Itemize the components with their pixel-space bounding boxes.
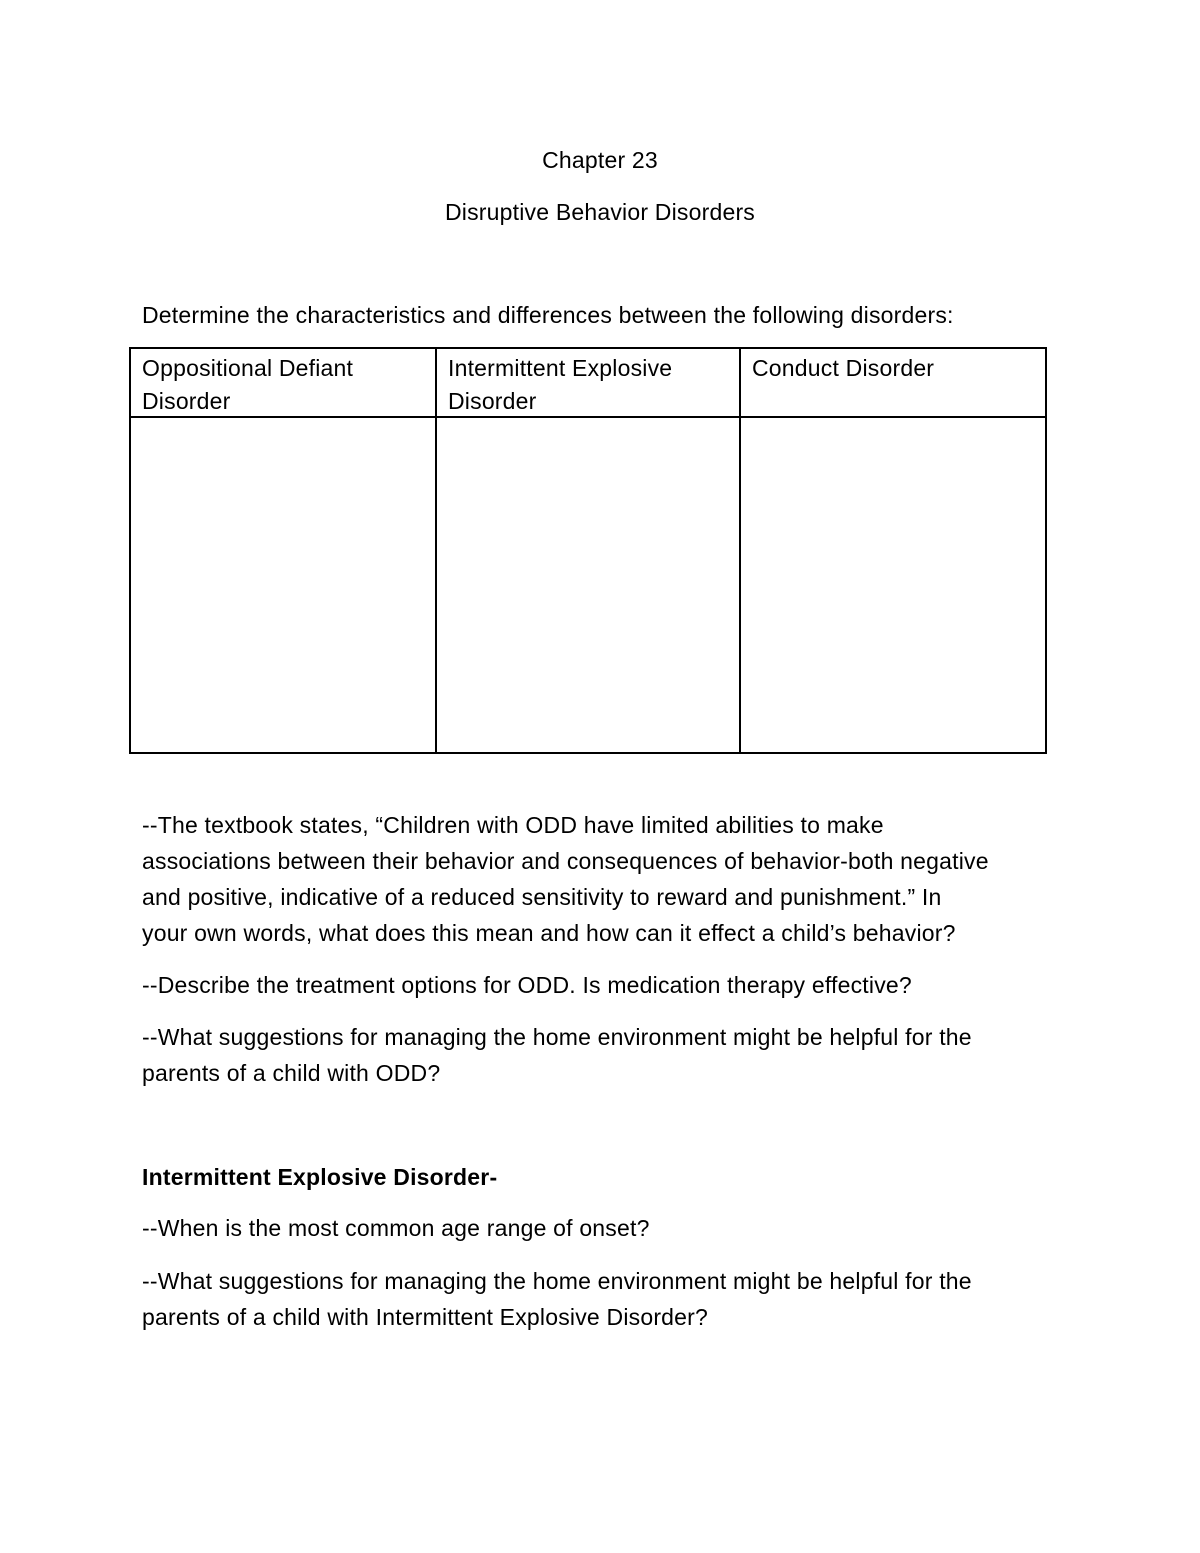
- ied-question-2-line: --What suggestions for managing the home environment might be helpful for the: [142, 1268, 972, 1294]
- odd-question-1-line: your own words, what does this mean and how can it effect a child’s behavior?: [142, 920, 956, 946]
- odd-question-2: --Describe the treatment options for ODD. Is medication therapy effective?: [142, 972, 912, 998]
- table-header-line: Oppositional Defiant: [142, 355, 354, 381]
- table-column-divider: [435, 347, 437, 754]
- odd-question-3-line: --What suggestions for managing the home environment might be helpful for the: [142, 1024, 972, 1050]
- ied-question-1: --When is the most common age range of onset?: [142, 1215, 650, 1241]
- table-header-line: Disorder: [142, 388, 231, 414]
- table-column-divider: [739, 347, 741, 754]
- chapter-label: Chapter 23: [542, 147, 658, 173]
- table-header-line: Conduct Disorder: [752, 355, 935, 381]
- table-header-odd: [142, 352, 353, 418]
- table-header-line: Disorder: [448, 388, 537, 414]
- table-header-ied: [448, 352, 672, 418]
- table-header-conduct: [752, 352, 934, 385]
- odd-question-1-line: and positive, indicative of a reduced sensitivity to reward and punishment.” In: [142, 884, 942, 910]
- ied-question-2-line: parents of a child with Intermittent Explosive Disorder?: [142, 1304, 709, 1330]
- instruction-text: Determine the characteristics and differences between the following disorders:: [142, 302, 954, 328]
- odd-question-1-line: associations between their behavior and consequences of behavior-both negative: [142, 848, 989, 874]
- ied-section-heading: Intermittent Explosive Disorder-: [142, 1164, 498, 1190]
- page-title: Disruptive Behavior Disorders: [444, 199, 756, 225]
- odd-question-3-line: parents of a child with ODD?: [142, 1060, 441, 1086]
- odd-question-1-line: --The textbook states, “Children with ODD have limited abilities to make: [142, 812, 884, 838]
- table-header-line: Intermittent Explosive: [448, 355, 673, 381]
